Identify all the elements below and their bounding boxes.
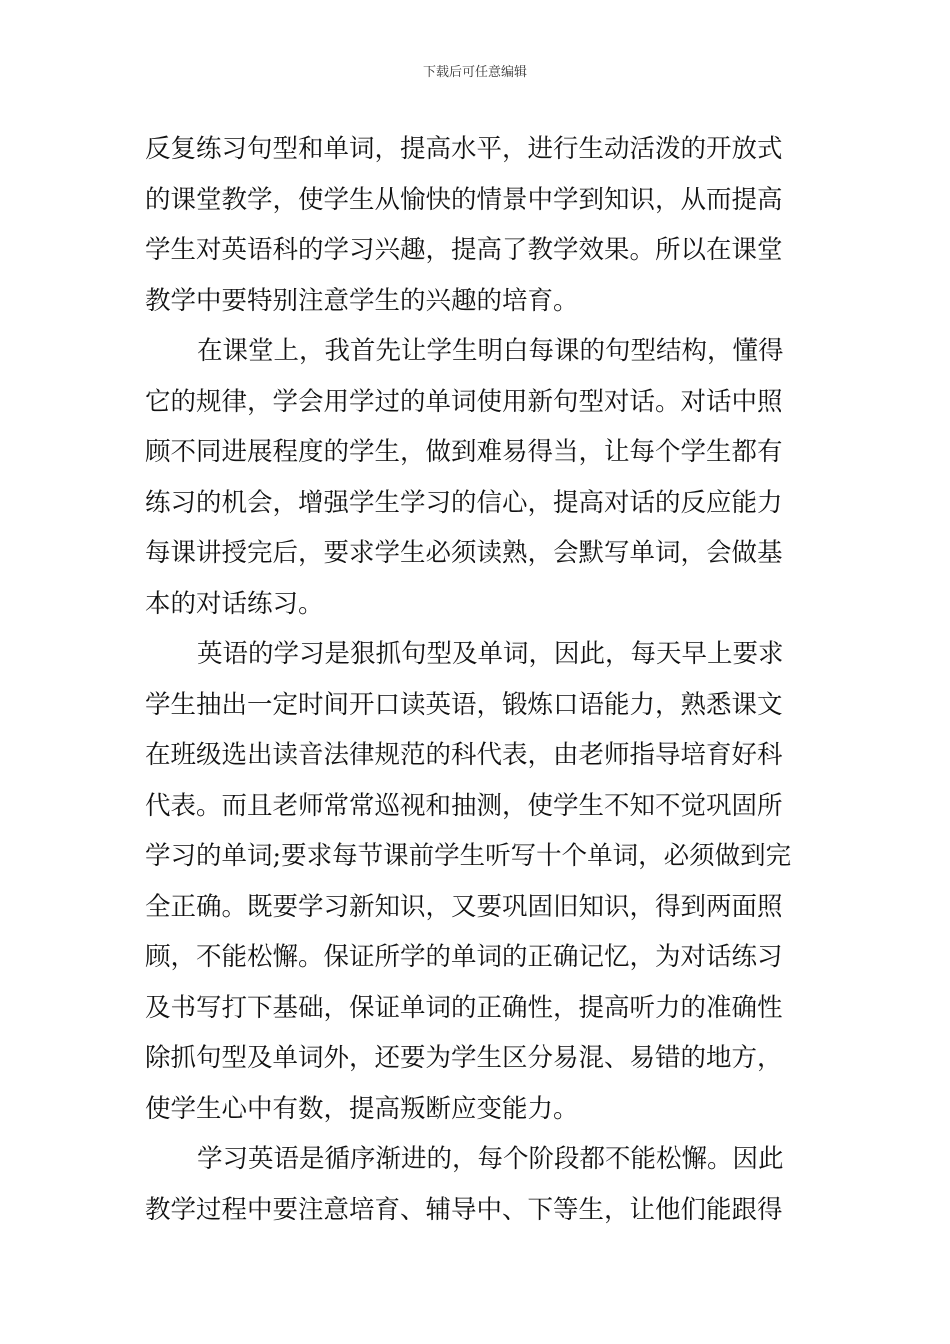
text-line: 除抓句型及单词外，还要为学生区分易混、易错的地方， [145, 1043, 783, 1073]
document-body [145, 124, 807, 1235]
text-line: 顾，不能松懈。保证所学的单词的正确记忆，为对话练习 [145, 942, 783, 972]
text-line: 的课堂教学，使学生从愉快的情景中学到知识，从而提高 [145, 184, 783, 215]
text-line: 在班级选出读音法律规范的科代表，由老师指导培育好科 [145, 740, 783, 770]
text-line: 学生抽出一定时间开口读英语，锻炼口语能力，熟悉课文 [145, 689, 783, 720]
text-line: 本的对话练习。 [145, 588, 324, 619]
text-line: 使学生心中有数，提高叛断应变能力。 [145, 1093, 579, 1124]
text-line: 代表。而且老师常常巡视和抽测，使学生不知不觉巩固所 [145, 790, 783, 821]
text-line: 它的规律，学会用学过的单词使用新句型对话。对话中照 [145, 386, 783, 417]
paragraph-2 [145, 326, 807, 629]
text-line: 学生对英语科的学习兴趣，提高了教学效果。所以在课堂 [145, 235, 783, 265]
paragraph-1 [145, 124, 807, 326]
text-line: 学习英语是循序渐进的，每个阶段都不能松懈。因此 [197, 1144, 784, 1174]
text-line: 在课堂上，我首先让学生明白每课的句型结构，懂得 [197, 336, 784, 366]
paragraph-4 [145, 1134, 807, 1235]
text-line: 教学过程中要注意培育、辅导中、下等生，让他们能跟得 [145, 1194, 783, 1225]
text-line: 反复练习句型和单词，提高水平，进行生动活泼的开放式 [145, 134, 783, 164]
text-line: 每课讲授完后，要求学生必须读熟，会默写单词，会做基 [145, 538, 783, 568]
text-line: 顾不同进展程度的学生，做到难易得当，让每个学生都有 [145, 437, 783, 467]
paragraph-3 [145, 629, 807, 1134]
page-header: 下载后可任意编辑 [422, 65, 527, 80]
text-line: 全正确。既要学习新知识，又要巩固旧知识，得到两面照 [145, 891, 783, 922]
text-line: 教学中要特别注意学生的兴趣的培育。 [145, 285, 579, 316]
text-line: 练习的机会，增强学生学习的信心，提高对话的反应能力 [145, 487, 783, 518]
text-line: 英语的学习是狠抓句型及单词，因此，每天早上要求 [197, 639, 784, 669]
text-line: 及书写打下基础，保证单词的正确性，提高听力的准确性 [145, 992, 783, 1023]
text-line: 学习的单词;要求每节课前学生听写十个单词，必须做到完 [145, 841, 792, 871]
